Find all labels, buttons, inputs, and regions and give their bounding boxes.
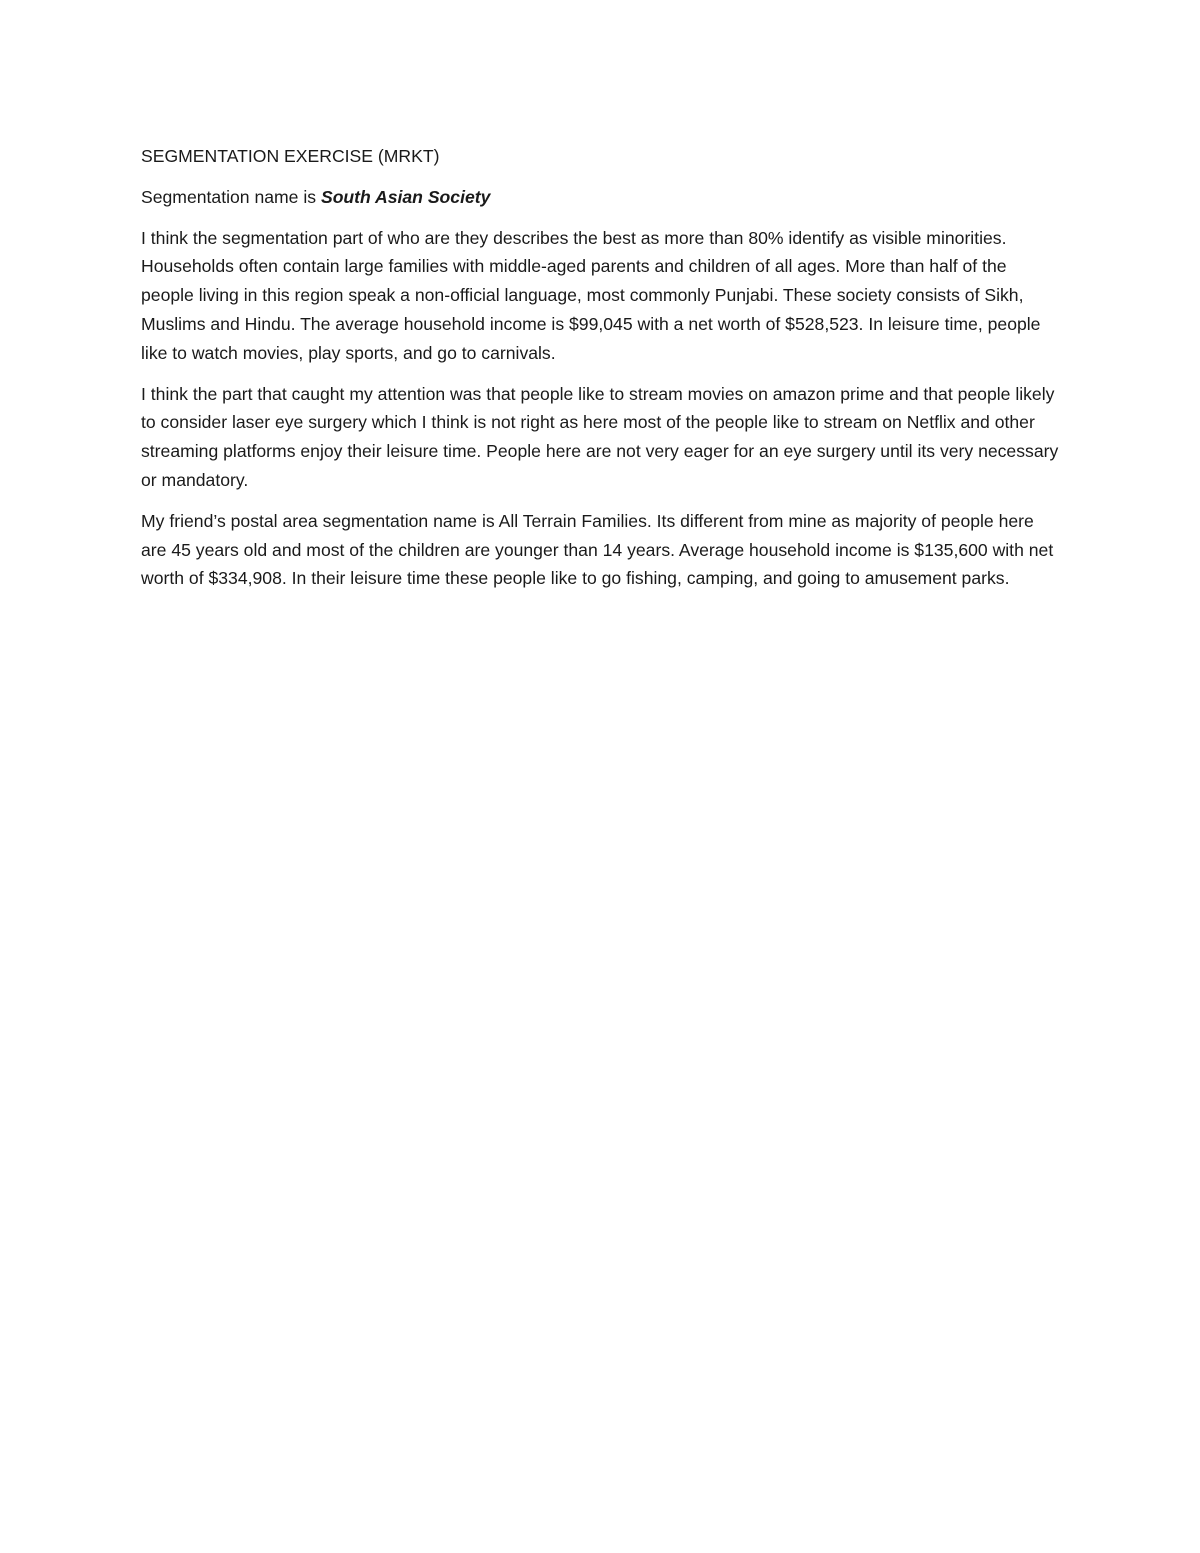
segmentation-name-line [141,183,1061,212]
segmentation-name-prefix: Segmentation name is [141,186,321,207]
segmentation-name-value: South Asian Society [320,186,491,207]
document-title: SEGMENTATION EXERCISE (MRKT) [141,146,440,166]
paragraph-who-are-they: I think the segmentation part of who are they describes the best as more than 80% identify as visible minorities. Households often contain large families with middle-aged parents and children of all ages. More than half of the people living in this region speak a non-official language, most commonly Punjabi. These society consists of Sikh, Muslims and Hindu. The average household income is $99,045 with a net worth of $528,523. In leisure time, people like to watch movies, play sports, and go to carnivals. [141,227,1041,363]
paragraph-friend-segmentation: My friend’s postal area segmentation name is All Terrain Families. Its different from mine as majority of people here are 45 years old and most of the children are younger than 14 years. Average household income is $135,600 with net worth of $334,908. In their leisure time these people like to go fishing, camping, and going to amusement parks. [141,510,1054,589]
document-body [141,142,1061,605]
paragraph-caught-attention: I think the part that caught my attention was that people like to stream movies on amazon prime and that people likely to consider laser eye surgery which I think is not right as here most of the people like to stream on Netflix and other streaming platforms enjoy their leisure time. People here are not very eager for an eye surgery until its very necessary or mandatory. [141,383,1059,490]
